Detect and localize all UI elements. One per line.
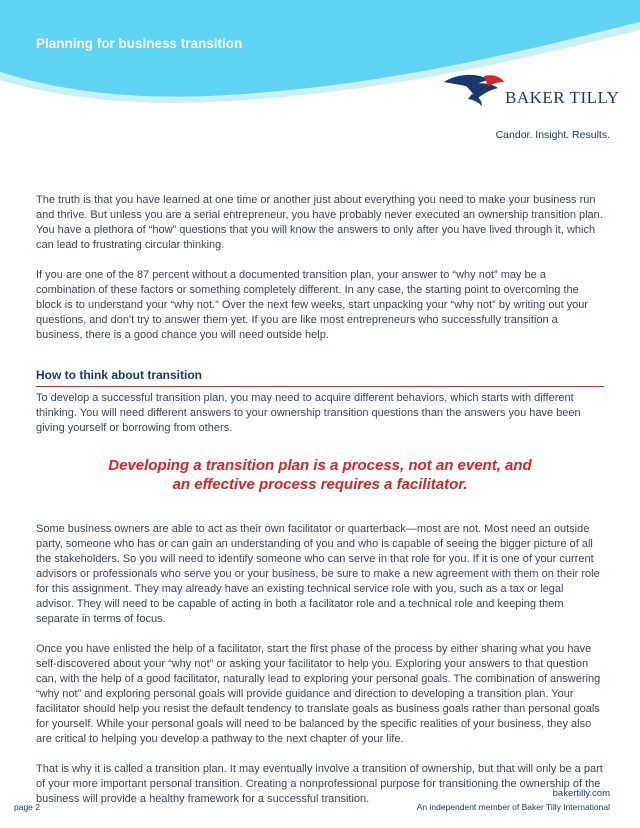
footer-website-link[interactable]: bakertilly.com <box>552 788 610 799</box>
header-banner <box>0 0 640 140</box>
eagle-logo-icon <box>444 75 504 106</box>
section-heading: How to think about transition <box>36 368 604 387</box>
article-body <box>36 193 604 822</box>
tagline: Candor. Insight. Results. <box>495 129 610 141</box>
document-title: Planning for business transition <box>36 36 243 51</box>
body-paragraph-3: That is why it is called a transition plan. It may eventually involve a transition of ownership, but that will only be a part of your more important personal transition. Creating a nonprofessional purpose for transitioning the ownership of the business will provide a healthy framework for a successful transition. <box>36 763 603 805</box>
pull-quote-line-1: Developing a transition plan is a process, not an event, and <box>108 457 532 474</box>
intro-paragraph-2: If you are one of the 87 percent without a documented transition plan, your answer to “why not” may be a combination of these factors or something completely different. In any case, the starting point to overcoming the block is to understand your “why not.” Over the next few weeks, start unpacking your “why not” by writing out your questions, and don't try to answer them yet. If you are like most entrepreneurs who successfully transition a business, there is a good chance you will need outside help. <box>36 269 589 341</box>
section-intro-paragraph: To develop a successful transition plan, you may need to acquire different behaviors, which starts with different thinking. You will need different answers to your ownership transition questions than the answers you have been giving yourself or borrowing from others. <box>36 392 581 434</box>
pull-quote-line-2: an effective process requires a facilitator. <box>172 476 468 493</box>
logo-wordmark: BAKER TILLY <box>505 88 620 107</box>
pull-quote <box>36 456 604 494</box>
intro-paragraph-1: The truth is that you have learned at one time or another just about everything you need to make your business run and thrive. But unless you are a serial entrepreneur, you have probably never executed an ownership transition plan. You have a plethora of “how” questions that you will know the answers to only after you have lived through it, which can lead to frustrating circular thinking. <box>36 194 603 251</box>
footer-member-note: An independent member of Baker Tilly International <box>416 802 610 812</box>
page-number: page 2 <box>14 802 40 812</box>
body-paragraph-1: Some business owners are able to act as their own facilitator or quarterback—most are not. Most need an outside party, someone who has or can gain an understanding of you and who is capable of seeing the bigger picture of all the stakeholders. So you will need to identify someone who can serve in that role for you. If it is one of your current advisors or professionals who serve you or your business, be sure to make a new agreement with them on their role for this assignment. They may already have an existing technical service role with you, such as a tax or legal advisor. They will need to be capable of acting in both a facilitator role and a technical role and keeping them separate in terms of focus. <box>36 523 600 625</box>
body-paragraph-2: Once you have enlisted the help of a facilitator, start the first phase of the process by either sharing what you have self-discovered about your “why not” or asking your facilitator to help you. Exploring your answers to that question can, with the help of a good facilitator, naturally lead to exploring your personal goals. The combination of answering “why not” and exploring personal goals will provide guidance and direction to developing a transition plan. Your facilitator should help you resist the default tendency to translate goals as business goals rather than personal goals for yourself. While your personal goals will need to be balanced by the specific realities of your business, they also are critical to helping you develop a pathway to the next chapter of your life. <box>36 643 601 745</box>
